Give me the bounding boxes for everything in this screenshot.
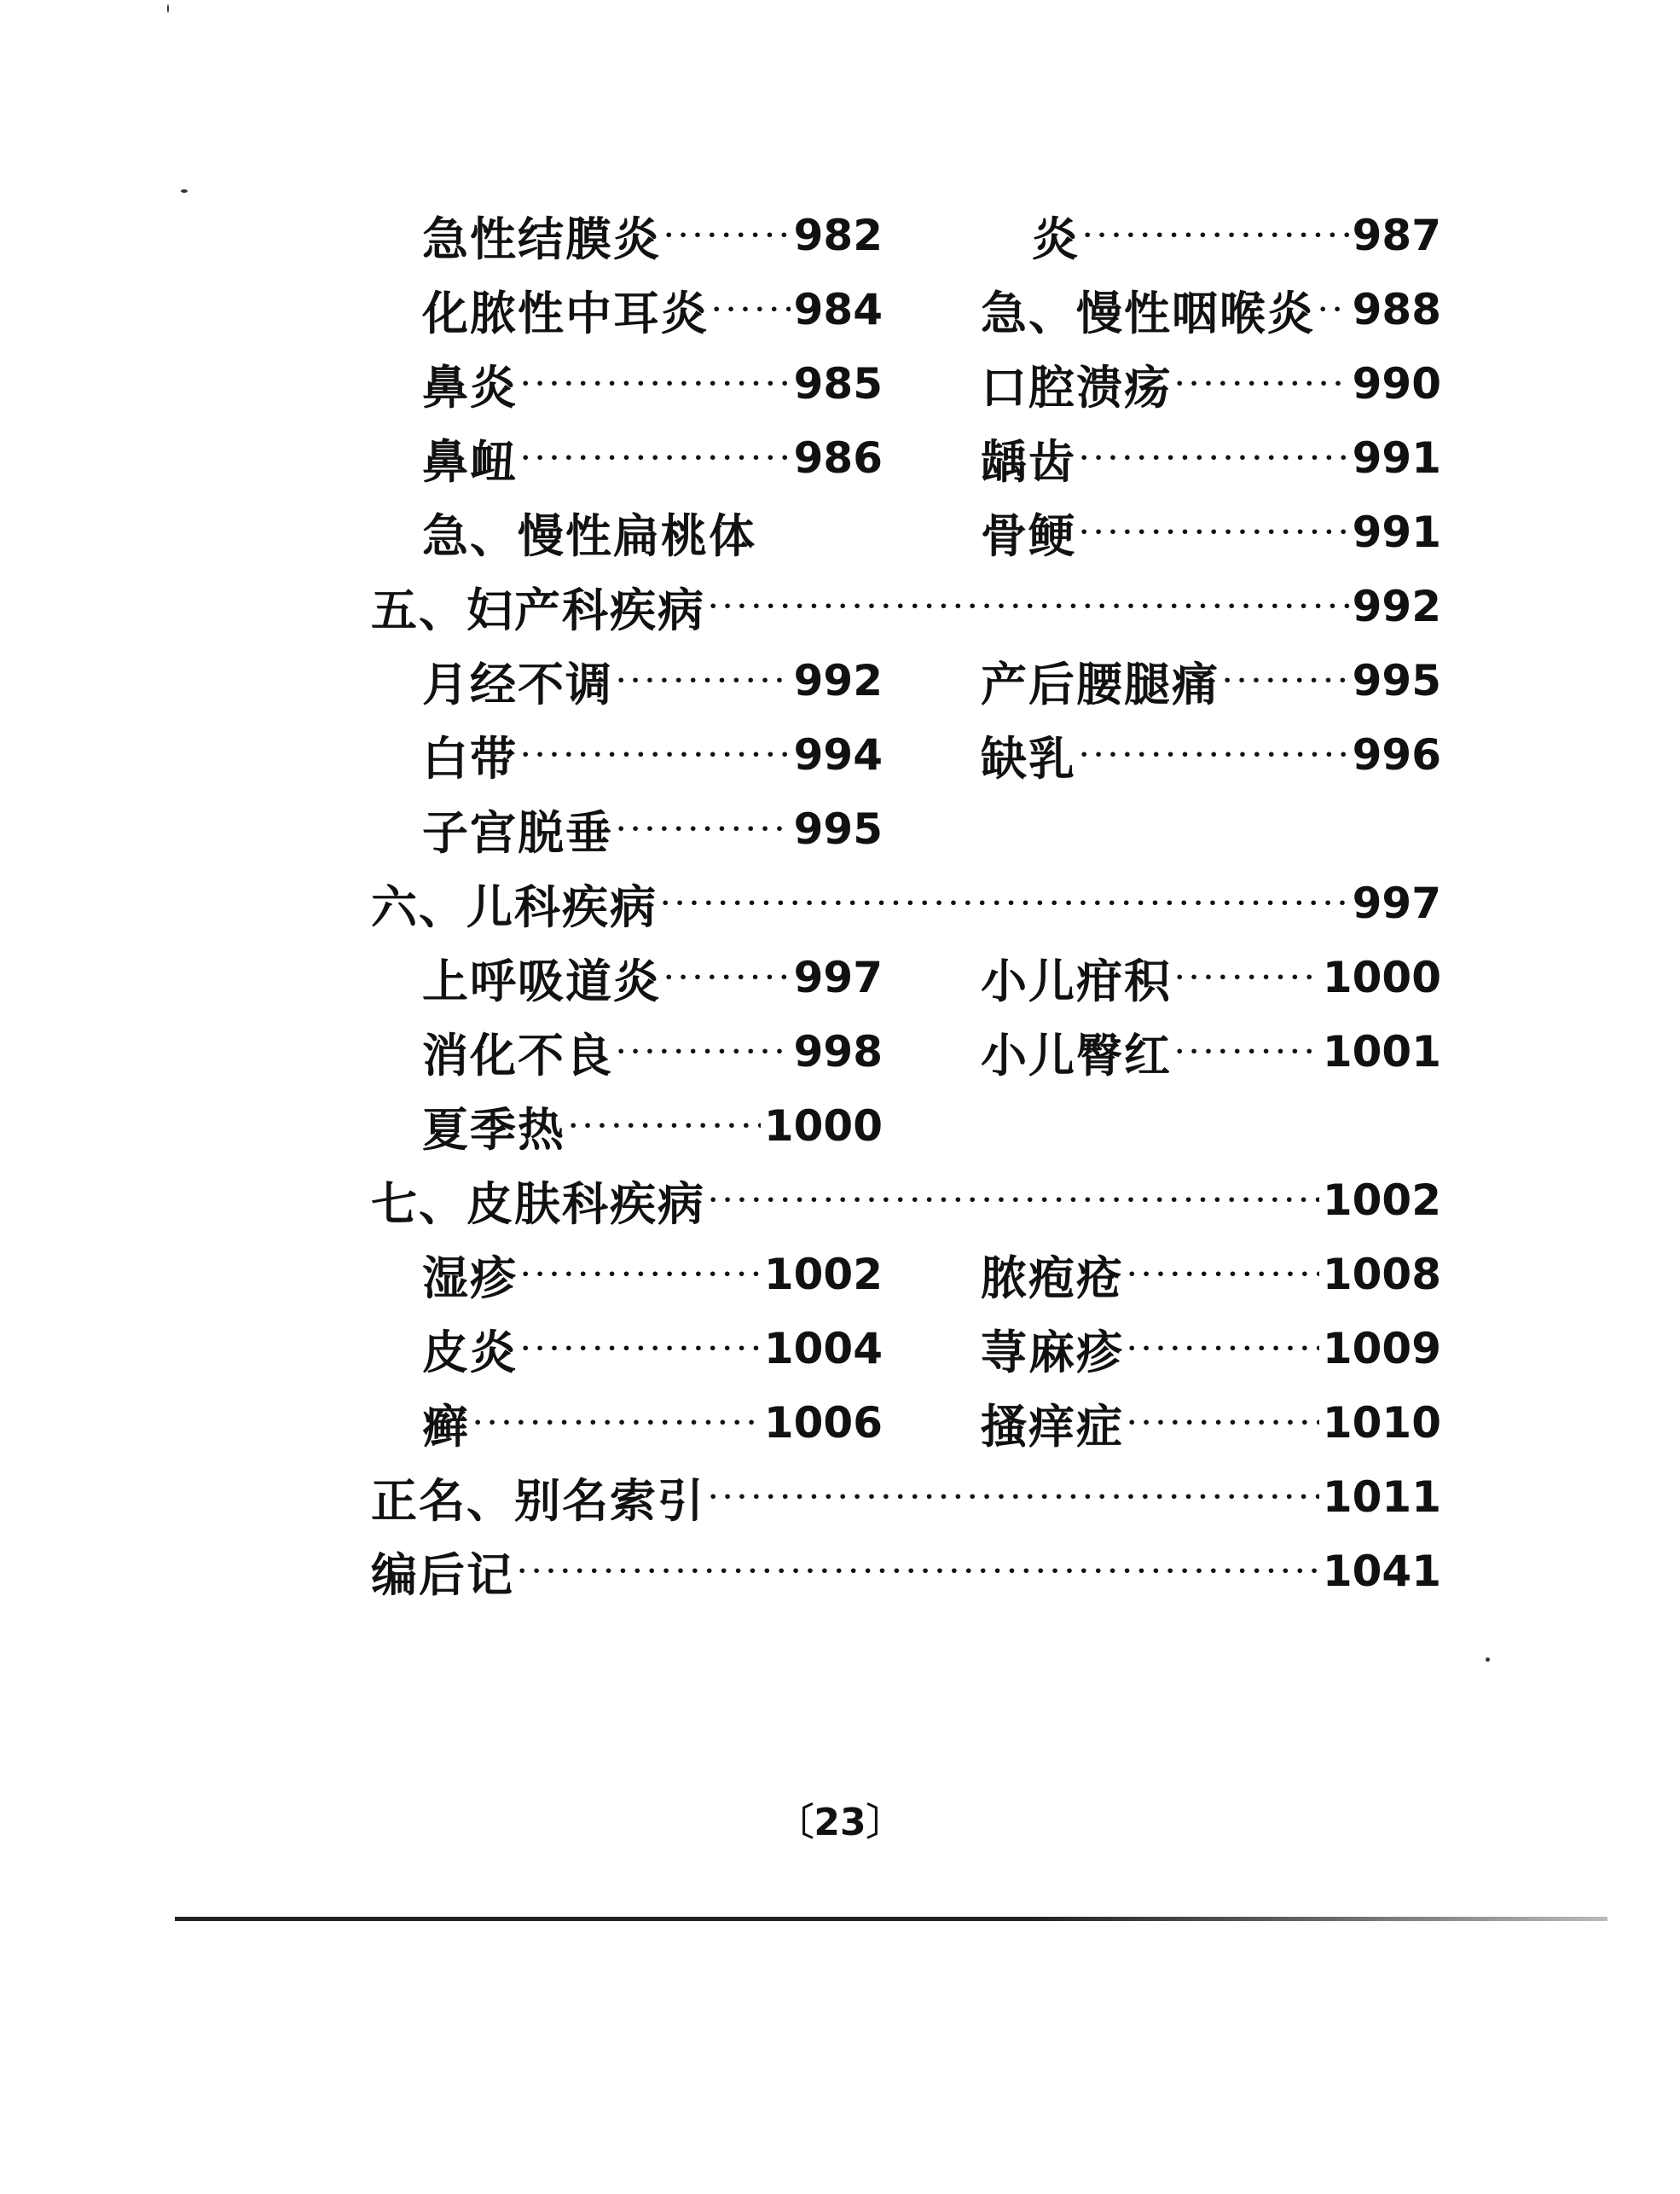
toc-entry-page: 985 bbox=[793, 359, 883, 409]
toc-entry-label: 白带 bbox=[422, 730, 518, 786]
toc-entry[interactable] bbox=[981, 1018, 1441, 1086]
leader-dots bbox=[664, 943, 791, 1012]
toc-entry[interactable] bbox=[422, 1389, 883, 1457]
toc-entry-label: 炎 bbox=[1032, 211, 1080, 266]
toc-entry-page: 1010 bbox=[1322, 1398, 1441, 1448]
leader-dots bbox=[1083, 201, 1349, 270]
toc-entry-label: 口腔溃疡 bbox=[981, 359, 1172, 415]
leader-dots bbox=[617, 795, 791, 863]
toc-entry-label: 产后腰腿痛 bbox=[981, 656, 1219, 711]
toc-entry[interactable] bbox=[422, 1092, 883, 1160]
toc-entry-page: 988 bbox=[1352, 285, 1441, 334]
leader-dots bbox=[1318, 276, 1349, 344]
toc-entry[interactable] bbox=[981, 647, 1441, 715]
leader-dots bbox=[661, 869, 1349, 937]
toc-entry[interactable] bbox=[981, 1240, 1441, 1309]
toc-entry-label: 龋齿 bbox=[981, 433, 1076, 489]
toc-entry-page: 1000 bbox=[1322, 953, 1441, 1002]
toc-entry[interactable] bbox=[422, 795, 883, 863]
toc-entry-label: 化脓性中耳炎 bbox=[422, 285, 709, 340]
toc-entry[interactable] bbox=[981, 424, 1441, 492]
toc-entry[interactable] bbox=[422, 1315, 883, 1383]
leader-dots bbox=[521, 424, 791, 492]
leader-dots bbox=[709, 1463, 1319, 1531]
toc-entry[interactable] bbox=[981, 498, 1441, 566]
section-title: 正名、别名索引 bbox=[371, 1472, 705, 1528]
toc-entry[interactable] bbox=[422, 647, 883, 715]
toc-entry-label: 小儿臀红 bbox=[981, 1027, 1172, 1082]
scan-speck bbox=[181, 189, 188, 193]
toc-entry-page: 1008 bbox=[1322, 1250, 1441, 1299]
section-page: 1011 bbox=[1322, 1472, 1441, 1522]
toc-entry[interactable] bbox=[981, 350, 1441, 418]
toc-entry-page: 994 bbox=[793, 730, 883, 780]
toc-entry[interactable] bbox=[422, 350, 883, 418]
toc-entry[interactable] bbox=[422, 201, 883, 270]
toc-section-heading[interactable] bbox=[371, 1463, 1441, 1531]
toc-entry-label: 湿疹 bbox=[422, 1250, 518, 1305]
toc-entry-page: 1009 bbox=[1322, 1324, 1441, 1373]
scan-speck bbox=[167, 4, 169, 13]
leader-dots bbox=[521, 1240, 761, 1309]
toc-entry-label: 消化不良 bbox=[422, 1027, 613, 1082]
leader-dots bbox=[1127, 1240, 1319, 1309]
toc-entry[interactable] bbox=[422, 943, 883, 1012]
leader-dots bbox=[664, 201, 791, 270]
scan-speck bbox=[1486, 1657, 1490, 1662]
toc-entry[interactable] bbox=[981, 201, 1441, 270]
section-title: 五、妇产科疾病 bbox=[371, 582, 705, 637]
leader-dots bbox=[1127, 1389, 1319, 1457]
toc-entry-page: 991 bbox=[1352, 508, 1441, 557]
toc-entry-page: 990 bbox=[1352, 359, 1441, 409]
toc-entry-label: 荨麻疹 bbox=[981, 1324, 1124, 1379]
toc-section-heading[interactable] bbox=[371, 869, 1441, 937]
leader-dots bbox=[521, 721, 791, 789]
leader-dots bbox=[1175, 943, 1319, 1012]
leader-dots bbox=[617, 647, 791, 715]
toc-entry[interactable] bbox=[981, 276, 1441, 344]
toc-entry-label: 急、慢性扁桃体 bbox=[422, 508, 756, 563]
toc-entry-label: 夏季热 bbox=[422, 1101, 565, 1157]
toc-entry-page: 986 bbox=[793, 433, 883, 483]
toc-entry[interactable] bbox=[422, 1018, 883, 1086]
section-title: 六、儿科疾病 bbox=[371, 879, 658, 934]
leader-dots bbox=[1223, 647, 1349, 715]
toc-section-heading[interactable] bbox=[371, 1537, 1441, 1605]
toc-entry-page: 997 bbox=[793, 953, 883, 1002]
leader-dots bbox=[1080, 498, 1349, 566]
toc-entry-page: 991 bbox=[1352, 433, 1441, 483]
leader-dots bbox=[1080, 721, 1349, 789]
toc-entry-page: 992 bbox=[793, 656, 883, 705]
leader-dots bbox=[709, 572, 1349, 641]
toc-entry-label: 缺乳 bbox=[981, 730, 1076, 786]
toc-entry[interactable] bbox=[422, 498, 756, 566]
toc-entry-label: 上呼吸道炎 bbox=[422, 953, 661, 1008]
leader-dots bbox=[518, 1537, 1319, 1605]
toc-section-heading[interactable] bbox=[371, 572, 1441, 641]
toc-entry-label: 急、慢性咽喉炎 bbox=[981, 285, 1315, 340]
leader-dots bbox=[712, 276, 791, 344]
toc-entry-label: 月经不调 bbox=[422, 656, 613, 711]
leader-dots bbox=[617, 1018, 791, 1086]
leader-dots bbox=[569, 1092, 761, 1160]
toc-entry-page: 995 bbox=[793, 804, 883, 854]
toc-entry-label: 脓疱疮 bbox=[981, 1250, 1124, 1305]
toc-entry[interactable] bbox=[981, 943, 1441, 1012]
leader-dots bbox=[1080, 424, 1349, 492]
leader-dots bbox=[521, 1315, 761, 1383]
toc-entry-page: 1006 bbox=[763, 1398, 883, 1448]
toc-entry[interactable] bbox=[981, 721, 1441, 789]
toc-entry[interactable] bbox=[981, 1315, 1441, 1383]
toc-entry[interactable] bbox=[981, 1389, 1441, 1457]
section-page: 997 bbox=[1352, 879, 1441, 928]
toc-entry-label: 鼻衄 bbox=[422, 433, 518, 489]
toc-section-heading[interactable] bbox=[371, 1166, 1441, 1234]
toc-entry[interactable] bbox=[422, 721, 883, 789]
leader-dots bbox=[1175, 350, 1349, 418]
toc-entry-page: 996 bbox=[1352, 730, 1441, 780]
leader-dots bbox=[1127, 1315, 1319, 1383]
bottom-rule bbox=[175, 1917, 1608, 1921]
leader-dots bbox=[473, 1389, 761, 1457]
leader-dots bbox=[1175, 1018, 1319, 1086]
toc-entry[interactable] bbox=[422, 424, 883, 492]
toc-entry-page: 1002 bbox=[763, 1250, 883, 1299]
page-number: 〔23〕 bbox=[776, 1801, 904, 1844]
toc-entry-page: 998 bbox=[793, 1027, 883, 1077]
toc-entry-page: 987 bbox=[1352, 211, 1441, 260]
toc-entry-label: 小儿疳积 bbox=[981, 953, 1172, 1008]
toc-entry-page: 1001 bbox=[1322, 1027, 1441, 1077]
leader-dots bbox=[709, 1166, 1319, 1234]
toc-entry-page: 1000 bbox=[763, 1101, 883, 1151]
toc-entry[interactable] bbox=[422, 1240, 883, 1309]
section-page: 1041 bbox=[1322, 1547, 1441, 1596]
section-title: 编后记 bbox=[371, 1547, 514, 1602]
toc-entry-label: 子宫脱垂 bbox=[422, 804, 613, 860]
toc-entry-label: 皮炎 bbox=[422, 1324, 518, 1379]
toc-entry-label: 鼻炎 bbox=[422, 359, 518, 415]
toc-entry-label: 急性结膜炎 bbox=[422, 211, 661, 266]
section-title: 七、皮肤科疾病 bbox=[371, 1175, 705, 1231]
section-page: 1002 bbox=[1322, 1175, 1441, 1225]
leader-dots bbox=[521, 350, 791, 418]
toc-entry-label: 搔痒症 bbox=[981, 1398, 1124, 1454]
toc-entry-label: 癣 bbox=[422, 1398, 470, 1454]
toc-entry-label: 骨鲠 bbox=[981, 508, 1076, 563]
section-page: 992 bbox=[1352, 582, 1441, 631]
toc-entry-page: 982 bbox=[793, 211, 883, 260]
toc-entry-page: 995 bbox=[1352, 656, 1441, 705]
toc-entry[interactable] bbox=[422, 276, 883, 344]
toc-entry-page: 984 bbox=[793, 285, 883, 334]
toc-entry-page: 1004 bbox=[763, 1324, 883, 1373]
